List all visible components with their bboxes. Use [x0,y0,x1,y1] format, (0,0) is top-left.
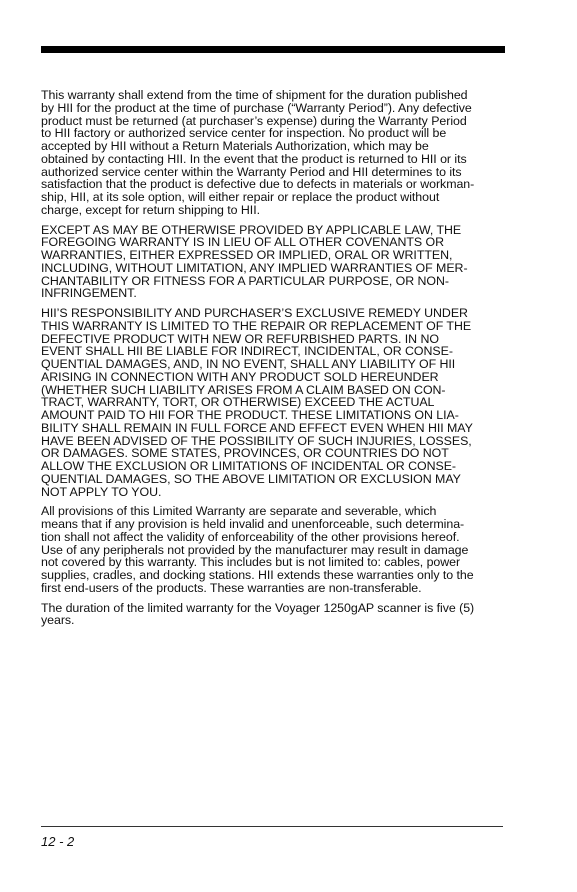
text-line: ARISING IN CONNECTION WITH ANY PRODUCT SOLD HEREUNDER [41,369,439,384]
text-line: EXCEPT AS MAY BE OTHERWISE PROVIDED BY APPLICABLE LAW, THE [41,222,462,237]
text-line: authorized service center within the Warranty Period and HII determines to its [41,164,462,179]
text-line: QUENTIAL DAMAGES, SO THE ABOVE LIMITATION OR EXCLUSION MAY [41,471,461,486]
text-line: first end-users of the products. These warranties are non-transferable. [41,580,422,595]
text-line: means that if any provision is held invalid and unenforceable, such determina- [41,517,465,531]
text-line: INCLUDING, WITHOUT LIMITATION, ANY IMPLIED WARRANTIES OF MER- [41,260,468,275]
paragraph-duration [41,602,503,628]
text-line: charge, except for return shipping to HII. [41,202,260,217]
text-line: product must be returned (at purchaser’s expense) during the Warranty Period [41,113,467,128]
text-line: FOREGOING WARRANTY IS IN LIEU OF ALL OTHER COVENANTS OR [41,235,444,250]
text-line: obtained by contacting HII. In the event that the product is returned to HII or its [41,151,467,166]
paragraph-disclaimer [41,224,503,301]
text-line: BILITY SHALL REMAIN IN FULL FORCE AND EFFECT EVEN WHEN HII MAY [41,420,473,435]
text-line: INFRINGEMENT. [41,286,137,301]
text-line: years. [41,613,75,628]
text-line: DEFECTIVE PRODUCT WITH NEW OR REFURBISHED PARTS. IN NO [41,331,439,346]
text-line: EVENT SHALL HII BE LIABLE FOR INDIRECT, INCIDENTAL, OR CONSE- [41,344,453,359]
text-line: CHANTABILITY OR FITNESS FOR A PARTICULAR PURPOSE, OR NON- [41,273,449,288]
page-number: 12 - 2 [41,834,75,849]
text-line: AMOUNT PAID TO HII FOR THE PRODUCT. THESE LIMITATIONS ON LIA- [41,408,459,422]
text-line: NOT APPLY TO YOU. [41,484,162,499]
text-line: supplies, cradles, and docking stations. HII extends these warranties only to the [41,568,474,582]
paragraph-warranty-period [41,89,503,217]
header-rule [41,46,505,53]
text-line: TRACT, WARRANTY, TORT, OR OTHERWISE) EXCEED THE ACTUAL [41,395,435,410]
text-line: satisfaction that the product is defective due to defects in materials or workman- [41,177,475,192]
text-line: ship, HII, at its sole option, will either repair or replace the product without [41,190,440,204]
text-line: by HII for the product at the time of purchase (“Warranty Period”). Any defective [41,100,472,115]
text-line: OR DAMAGES. SOME STATES, PROVINCES, OR COUNTRIES DO NOT [41,446,449,461]
text-line: HAVE BEEN ADVISED OF THE POSSIBILITY OF SUCH INJURIES, LOSSES, [41,433,472,448]
paragraph-limitation-of-liability [41,307,503,498]
text-line: The duration of the limited warranty for the Voyager 1250gAP scanner is five (5) [41,600,475,615]
text-line: THIS WARRANTY IS LIMITED TO THE REPAIR OR REPLACEMENT OF THE [41,318,472,333]
text-line: Use of any peripherals not provided by the manufacturer may result in damage [41,542,469,557]
paragraph-severability [41,505,503,594]
text-line: WARRANTIES, EITHER EXPRESSED OR IMPLIED, ORAL OR WRITTEN, [41,248,453,262]
text-line: tion shall not affect the validity of enforceability of the other provisions hereof. [41,529,460,544]
text-line: (WHETHER SUCH LIABILITY ARISES FROM A CLAIM BASED ON CON- [41,382,446,397]
text-line: HII’S RESPONSIBILITY AND PURCHASER’S EXCLUSIVE REMEDY UNDER [41,306,468,320]
text-line: not covered by this warranty. This includes but is not limited to: cables, power [41,555,461,570]
footer-rule [41,826,503,827]
text-line: accepted by HII without a Return Materials Authorization, which may be [41,139,429,153]
text-line: to HII factory or authorized service center for inspection. No product will be [41,126,447,141]
text-line: This warranty shall extend from the time of shipment for the duration published [41,88,468,102]
text-line: All provisions of this Limited Warranty are separate and severable, which [41,504,437,519]
text-line: QUENTIAL DAMAGES, AND, IN NO EVENT, SHALL ANY LIABILITY OF HII [41,357,456,371]
text-line: ALLOW THE EXCLUSION OR LIMITATIONS OF INCIDENTAL OR CONSE- [41,459,456,473]
document-body [41,89,503,634]
